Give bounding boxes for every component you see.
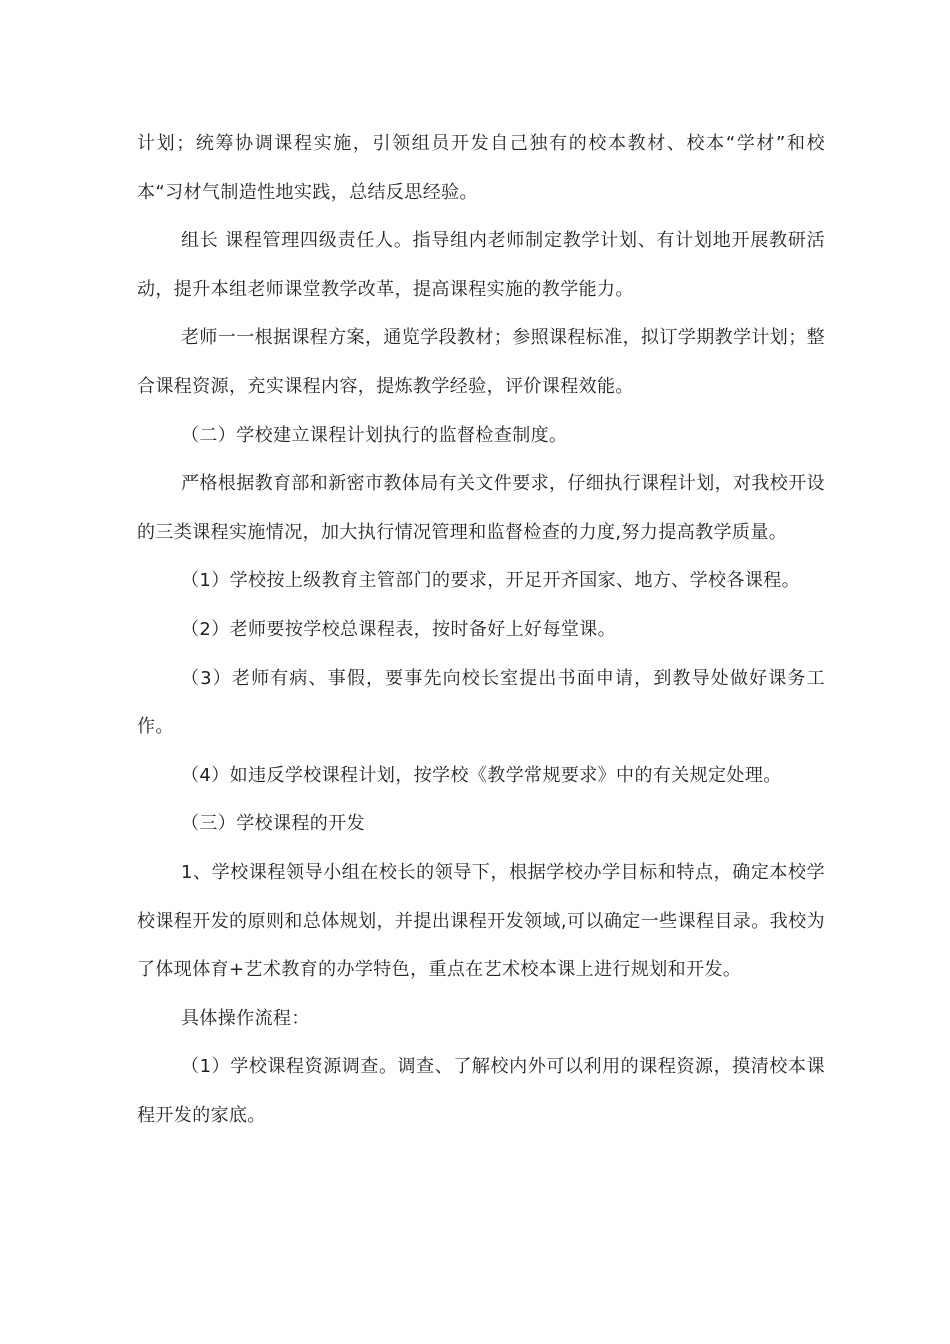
paragraph-development: 1、学校课程领导小组在校长的领导下，根据学校办学目标和特点，确定本校学校课程开发的原则和总体规划，并提出课程开发领域,可以确定一些课程目录。我校为了体现体育+艺术教育的办学特色，重点在艺术校本课上进行规划和开发。	[137, 861, 825, 981]
document-body	[137, 120, 825, 1140]
list-item-2: （2）老师要按学校总课程表，按时备好上好每堂课。	[181, 618, 617, 640]
paragraph-teacher: 老师一一根据课程方案，通览学段教材；参照课程标准，拟订学期教学计划；整合课程资源，充实课程内容，提炼教学经验，评价课程效能。	[137, 327, 825, 397]
section-heading-2: （二）学校建立课程计划执行的监督检查制度。	[181, 424, 568, 446]
paragraph-continuation: 计划；统筹协调课程实施，引领组员开发自己独有的校本教材、校本“学材”和校本“习材气制造性地实践，总结反思经验。	[137, 133, 825, 203]
section-heading-3: （三）学校课程的开发	[181, 813, 365, 835]
paragraph-group-leader: 组长 课程管理四级责任人。指导组内老师制定教学计划、有计划地开展教研活动，提升本组老师课堂教学改革，提高课程实施的教学能力。	[137, 230, 825, 300]
list-item-4: （4）如违反学校课程计划，按学校《教学常规要求》中的有关规定处理。	[181, 764, 782, 786]
paragraph-process-label: 具体操作流程：	[181, 1007, 310, 1029]
list-item-1: （1）学校按上级教育主管部门的要求，开足开齐国家、地方、学校各课程。	[181, 570, 801, 592]
paragraph-supervision: 严格根据教育部和新密市教体局有关文件要求，仔细执行课程计划，对我校开设的三类课程实施情况，加大执行情况管理和监督检查的力度,努力提高教学质量。	[137, 473, 825, 543]
list-item-3: （3）老师有病、事假，要事先向校长室提出书面申请，到教导处做好课务工作。	[137, 667, 825, 738]
process-step-1: （1）学校课程资源调查。调查、了解校内外可以利用的课程资源，摸清校本课程开发的家底。	[137, 1056, 825, 1126]
